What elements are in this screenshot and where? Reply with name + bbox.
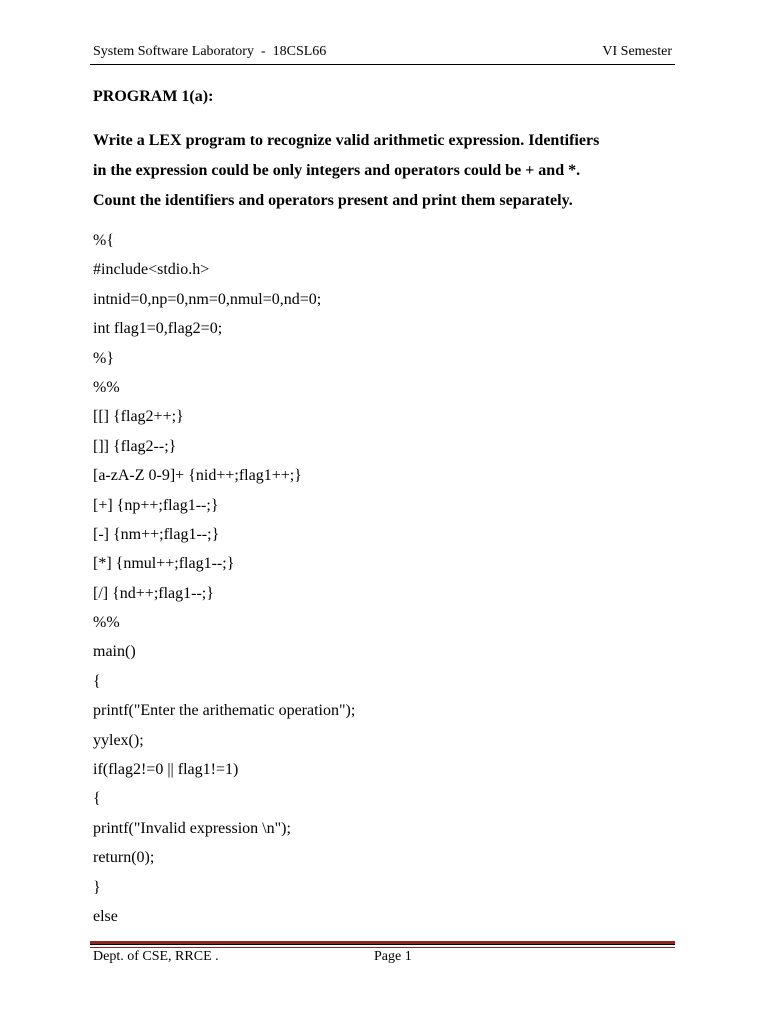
footer-divider xyxy=(90,941,675,945)
code-line: { xyxy=(93,672,101,690)
page-number: Page 1 xyxy=(374,949,412,964)
code-line: main() xyxy=(93,643,136,661)
code-line: [[] {flag2++;} xyxy=(93,408,184,426)
program-title: PROGRAM 1(a): xyxy=(93,88,214,105)
code-line: } xyxy=(93,878,101,896)
page-footer xyxy=(93,949,683,969)
page-header xyxy=(93,44,672,64)
code-line: %{ xyxy=(93,232,115,249)
problem-statement xyxy=(93,126,683,216)
code-line: [-] {nm++;flag1--;} xyxy=(93,525,220,543)
code-line: else xyxy=(93,907,118,925)
code-line: intnid=0,np=0,nm=0,nmul=0,nd=0; xyxy=(93,290,322,308)
code-listing xyxy=(93,226,355,931)
code-line: int flag1=0,flag2=0; xyxy=(93,320,223,338)
code-line: [*] {nmul++;flag1--;} xyxy=(93,555,235,573)
problem-line: in the expression could be only integers and operators could be + and *. xyxy=(93,162,581,179)
code-line: yylex(); xyxy=(93,731,144,749)
header-semester: VI Semester xyxy=(602,44,672,59)
code-line: #include<stdio.h> xyxy=(93,261,210,279)
header-course-title: System Software Laboratory - 18CSL66 xyxy=(93,44,327,59)
code-line: %% xyxy=(93,614,120,632)
code-line: %} xyxy=(93,349,115,367)
code-line: return(0); xyxy=(93,849,155,867)
code-line: [+] {np++;flag1--;} xyxy=(93,496,219,514)
code-line: [/] {nd++;flag1--;} xyxy=(93,584,214,602)
code-line: []] {flag2--;} xyxy=(93,437,177,455)
problem-line: Write a LEX program to recognize valid arithmetic expression. Identifiers xyxy=(93,132,600,149)
code-line: %% xyxy=(93,378,120,396)
footer-divider-thin xyxy=(90,947,675,948)
header-divider xyxy=(90,64,675,65)
code-line: if(flag2!=0 || flag1!=1) xyxy=(93,761,239,779)
code-line: { xyxy=(93,790,101,808)
code-line: printf("Enter the arithematic operation"); xyxy=(93,702,356,720)
footer-department: Dept. of CSE, RRCE . xyxy=(93,949,219,964)
code-line: [a-zA-Z 0-9]+ {nid++;flag1++;} xyxy=(93,467,302,485)
problem-line: Count the identifiers and operators present and print them separately. xyxy=(93,192,573,209)
code-line: printf("Invalid expression \n"); xyxy=(93,819,291,837)
